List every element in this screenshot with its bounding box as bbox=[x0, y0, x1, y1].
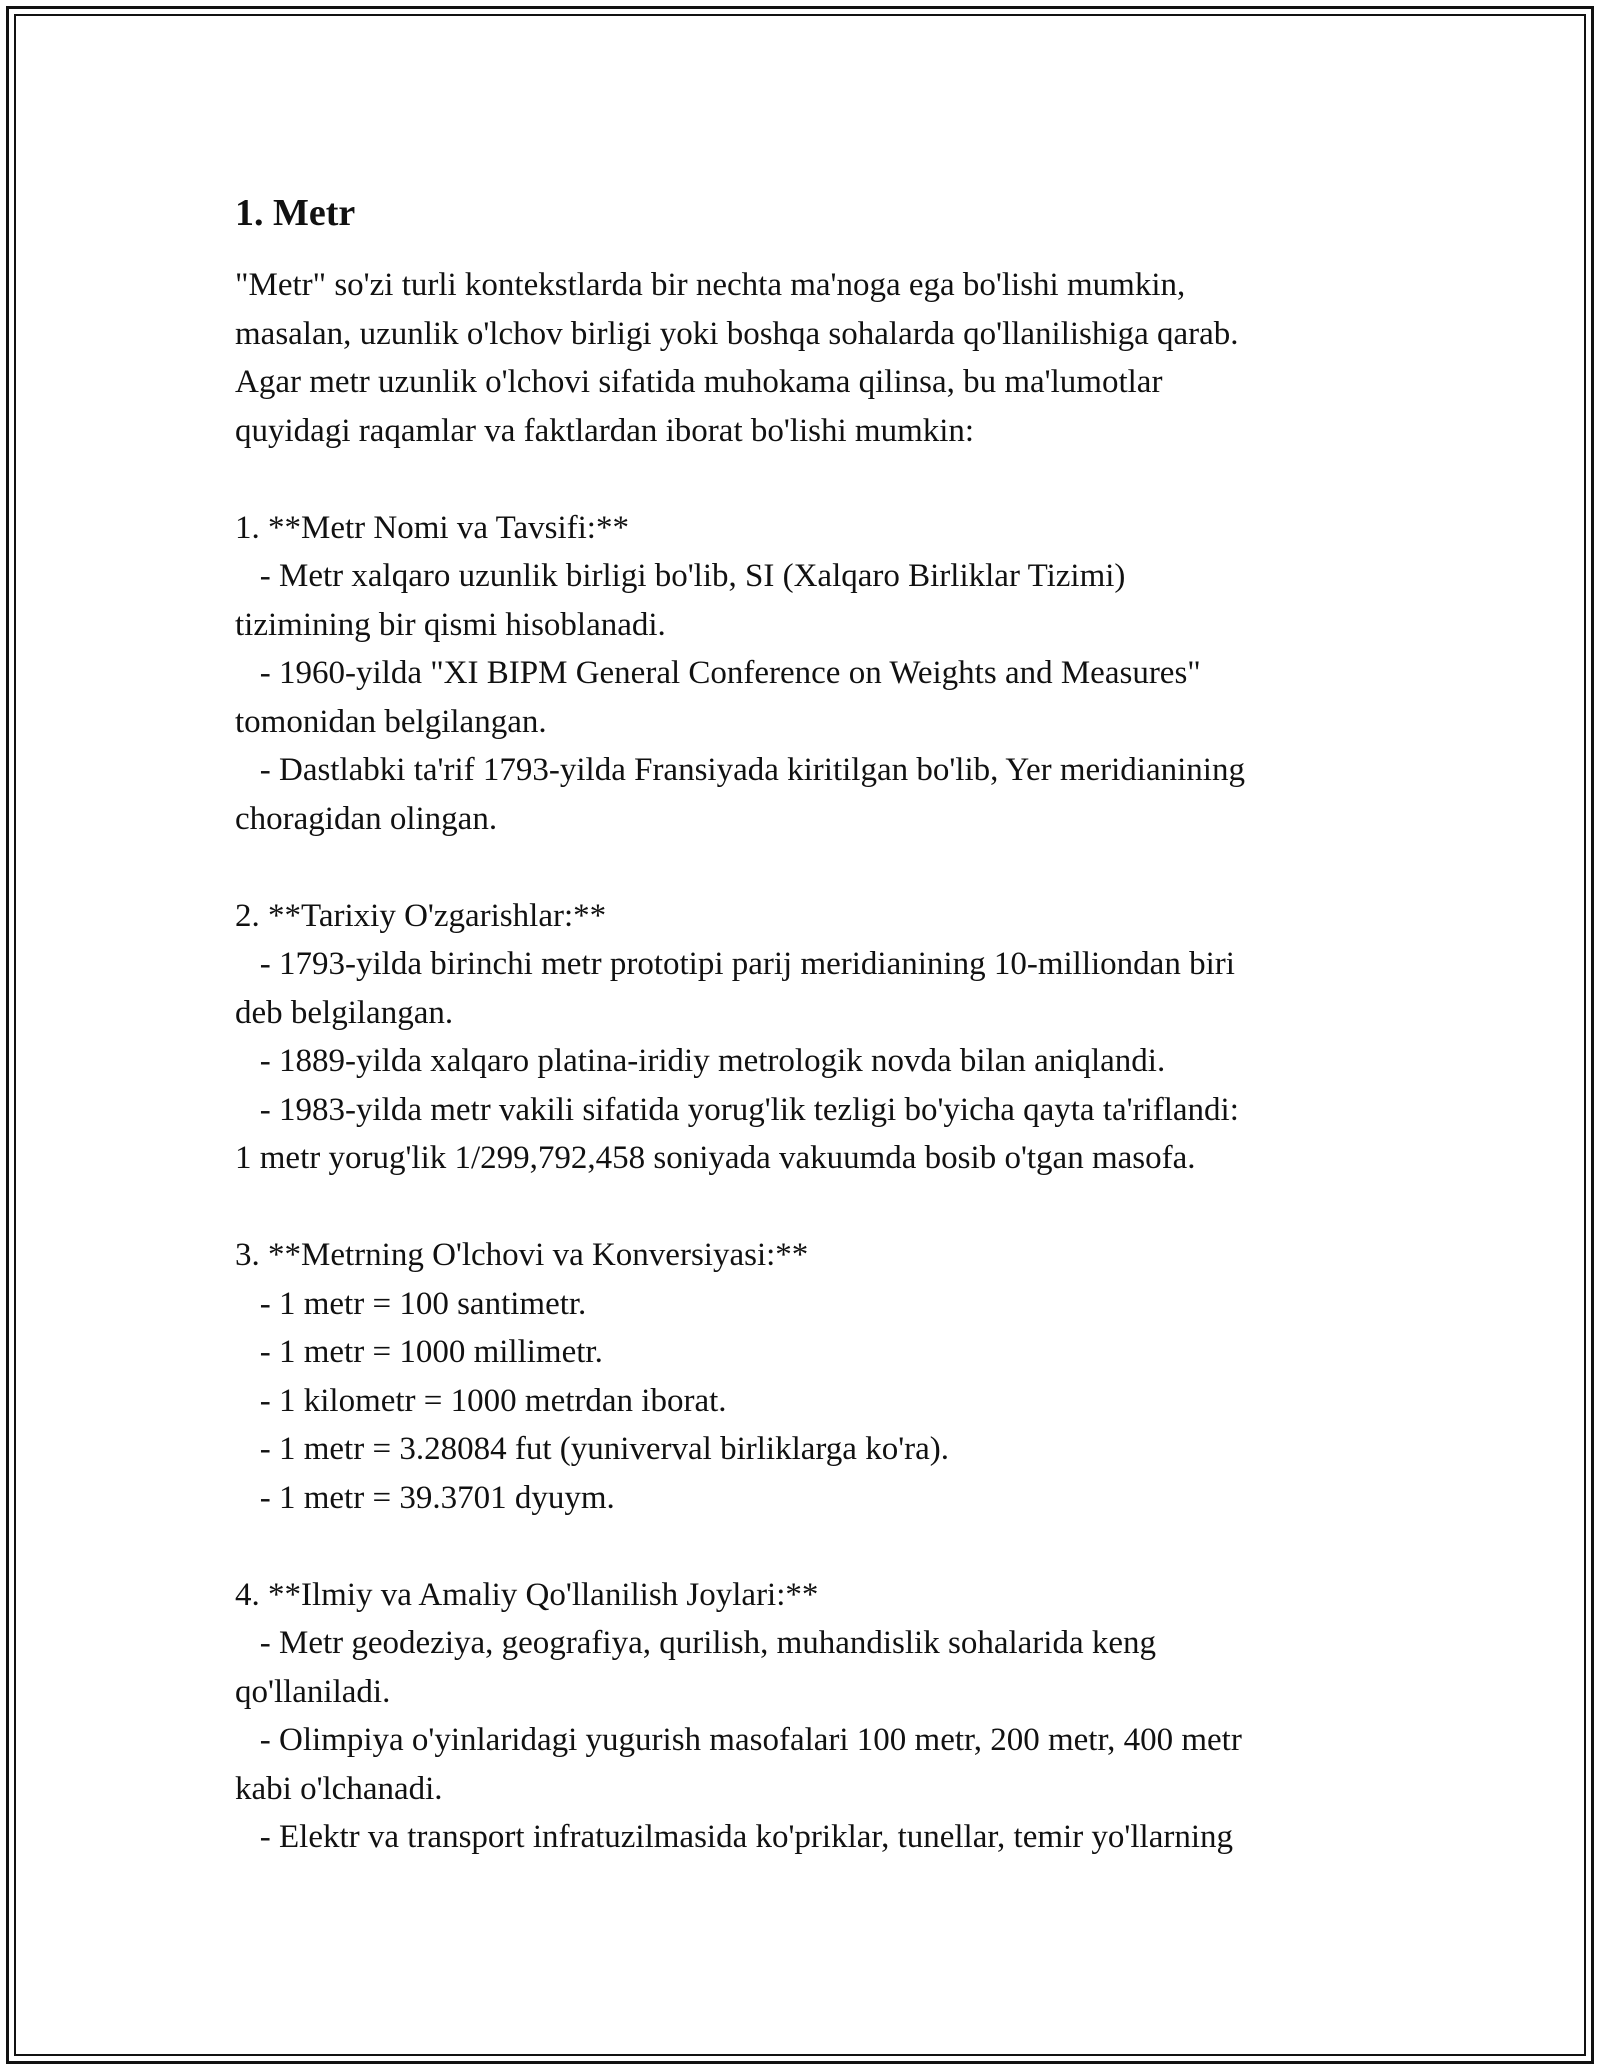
section-line: deb belgilangan. bbox=[235, 994, 454, 1031]
document-title: 1. Metr bbox=[235, 192, 356, 234]
section-line: tizimining bir qismi hisoblanadi. bbox=[235, 606, 666, 643]
section-line: - Metr geodeziya, geografiya, qurilish, muhandislik sohalarida keng bbox=[235, 1625, 1156, 1661]
section-1 bbox=[235, 504, 1385, 844]
blank-line bbox=[235, 1183, 1385, 1232]
section-heading: 4. **Ilmiy va Amaliy Qo'llanilish Joylari:** bbox=[235, 1576, 819, 1613]
intro-line: masalan, uzunlik o'lchov birligi yoki boshqa sohalarda qo'llanilishiga qarab. bbox=[235, 315, 1239, 352]
section-line: qo'llaniladi. bbox=[235, 1673, 391, 1710]
section-line: - 1960-yilda "XI BIPM General Conference on Weights and Measures" bbox=[235, 655, 1201, 691]
blank-line bbox=[235, 455, 1385, 504]
document-body bbox=[235, 185, 1385, 1862]
section-line: 1 metr yorug'lik 1/299,792,458 soniyada vakuumda bosib o'tgan masofa. bbox=[235, 1140, 1196, 1176]
section-line: - 1 metr = 100 santimetr. bbox=[235, 1285, 587, 1322]
section-line: - 1793-yilda birinchi metr prototipi parij meridianining 10-milliondan biri bbox=[235, 946, 1235, 982]
section-line: - Elektr va transport infratuzilmasida ko'priklar, tunellar, temir yo'llarning bbox=[235, 1819, 1234, 1855]
section-heading: 2. **Tarixiy O'zgarishlar:** bbox=[235, 897, 607, 934]
intro-paragraph bbox=[235, 261, 1385, 455]
section-line: - 1983-yilda metr vakili sifatida yorug'lik tezligi bo'yicha qayta ta'riflandi: bbox=[235, 1091, 1239, 1128]
section-line: choragidan olingan. bbox=[235, 800, 498, 837]
section-4 bbox=[235, 1571, 1385, 1862]
section-line: - Metr xalqaro uzunlik birligi bo'lib, SI (Xalqaro Birliklar Tizimi) bbox=[235, 558, 1126, 594]
section-heading: 3. **Metrning O'lchovi va Konversiyasi:** bbox=[235, 1237, 809, 1273]
section-line: - 1 metr = 39.3701 dyuym. bbox=[235, 1479, 615, 1516]
section-line: tomonidan belgilangan. bbox=[235, 703, 547, 740]
intro-line: "Metr" so'zi turli kontekstlarda bir nechta ma'noga ega bo'lishi mumkin, bbox=[235, 267, 1186, 303]
section-line: - 1 metr = 3.28084 fut (yuniverval birliklarga ko'ra). bbox=[235, 1431, 950, 1467]
intro-line: Agar metr uzunlik o'lchovi sifatida muhokama qilinsa, bu ma'lumotlar bbox=[235, 364, 1163, 400]
section-line: - 1889-yilda xalqaro platina-iridiy metrologik novda bilan aniqlandi. bbox=[235, 1043, 1166, 1079]
blank-line bbox=[235, 1522, 1385, 1571]
section-line: - 1 metr = 1000 millimetr. bbox=[235, 1334, 603, 1370]
section-line: - Olimpiya o'yinlaridagi yugurish masofalari 100 metr, 200 metr, 400 metr bbox=[235, 1722, 1242, 1758]
section-3 bbox=[235, 1231, 1385, 1522]
section-line: - 1 kilometr = 1000 metrdan iborat. bbox=[235, 1382, 727, 1419]
blank-line bbox=[235, 843, 1385, 892]
section-2 bbox=[235, 892, 1385, 1183]
section-line: kabi o'lchanadi. bbox=[235, 1770, 443, 1807]
section-heading: 1. **Metr Nomi va Tavsifi:** bbox=[235, 509, 629, 546]
section-line: - Dastlabki ta'rif 1793-yilda Fransiyada kiritilgan bo'lib, Yer meridianining bbox=[235, 752, 1245, 788]
intro-line: quyidagi raqamlar va faktlardan iborat bo'lishi mumkin: bbox=[235, 412, 975, 449]
